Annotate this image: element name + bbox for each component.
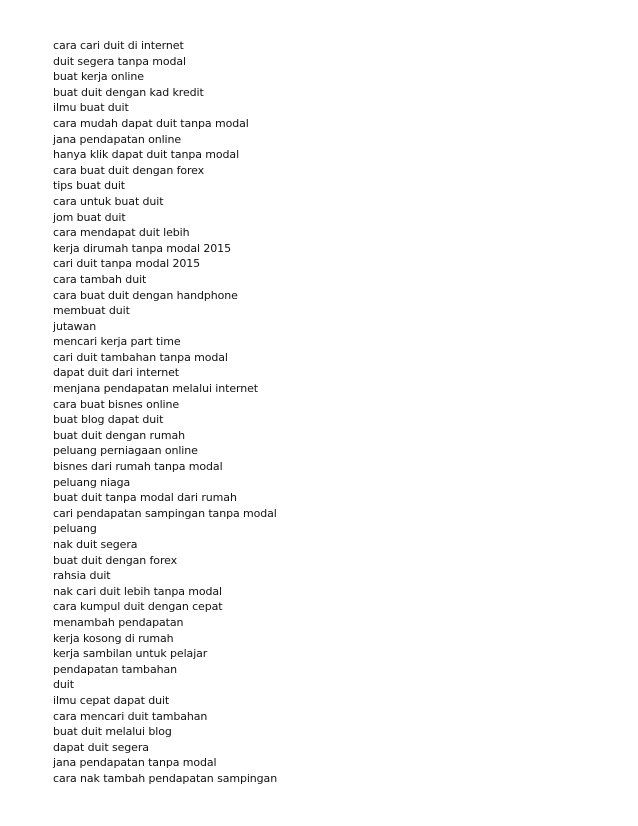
keyword-line: tips buat duit <box>53 179 126 193</box>
keyword-line: cara buat duit dengan handphone <box>53 288 238 302</box>
keyword-line: menjana pendapatan melalui internet <box>53 382 259 396</box>
keyword-line: jana pendapatan tanpa modal <box>53 756 217 770</box>
keyword-line: buat kerja online <box>53 70 144 84</box>
keyword-line: jutawan <box>53 319 97 333</box>
keyword-line: hanya klik dapat duit tanpa modal <box>53 148 240 162</box>
keyword-line: buat duit dengan forex <box>53 553 178 567</box>
keyword-line: peluang niaga <box>53 475 131 489</box>
keyword-line: nak cari duit lebih tanpa modal <box>53 584 222 598</box>
keyword-line: buat duit tanpa modal dari rumah <box>53 491 237 505</box>
keyword-line: jom buat duit <box>53 210 126 224</box>
keyword-line: cara buat duit dengan forex <box>53 163 205 177</box>
keyword-line: rahsia duit <box>53 569 111 583</box>
keyword-line: dapat duit segera <box>53 740 149 754</box>
keyword-list <box>53 38 277 787</box>
keyword-line: menambah pendapatan <box>53 615 184 629</box>
keyword-line: membuat duit <box>53 304 130 318</box>
keyword-line: duit segera tanpa modal <box>53 54 186 68</box>
keyword-line: buat duit melalui blog <box>53 725 172 739</box>
keyword-line: ilmu buat duit <box>53 101 129 115</box>
keyword-line: pendapatan tambahan <box>53 662 177 676</box>
keyword-line: bisnes dari rumah tanpa modal <box>53 460 223 474</box>
keyword-line: cari pendapatan sampingan tanpa modal <box>53 506 277 520</box>
keyword-line: dapat duit dari internet <box>53 366 179 380</box>
keyword-line: cara buat bisnes online <box>53 397 180 411</box>
keyword-line: cara kumpul duit dengan cepat <box>53 600 223 614</box>
keyword-line: duit <box>53 678 74 692</box>
keyword-line: buat duit dengan kad kredit <box>53 85 204 99</box>
keyword-line: nak duit segera <box>53 538 138 551</box>
keyword-line: kerja sambilan untuk pelajar <box>53 647 208 661</box>
keyword-line: cara mencari duit tambahan <box>53 709 208 723</box>
keyword-line: buat duit dengan rumah <box>53 428 185 442</box>
keyword-line: ilmu cepat dapat duit <box>53 693 170 707</box>
keyword-line: buat blog dapat duit <box>53 413 164 427</box>
keyword-line: jana pendapatan online <box>53 132 182 146</box>
keyword-line: peluang perniagaan online <box>53 444 198 458</box>
keyword-line: kerja dirumah tanpa modal 2015 <box>53 241 231 255</box>
keyword-line: cara tambah duit <box>53 272 147 286</box>
keyword-line: cari duit tambahan tanpa modal <box>53 350 228 364</box>
keyword-line: cara untuk buat duit <box>53 194 164 208</box>
keyword-line: kerja kosong di rumah <box>53 631 174 645</box>
keyword-line: mencari kerja part time <box>53 335 181 349</box>
keyword-line: cara nak tambah pendapatan sampingan <box>53 771 278 785</box>
keyword-line: cara mudah dapat duit tanpa modal <box>53 116 249 130</box>
keyword-line: cari duit tanpa modal 2015 <box>53 257 201 271</box>
keyword-line: cara cari duit di internet <box>53 39 184 52</box>
keyword-line: cara mendapat duit lebih <box>53 226 190 240</box>
keyword-line: peluang <box>53 522 97 536</box>
